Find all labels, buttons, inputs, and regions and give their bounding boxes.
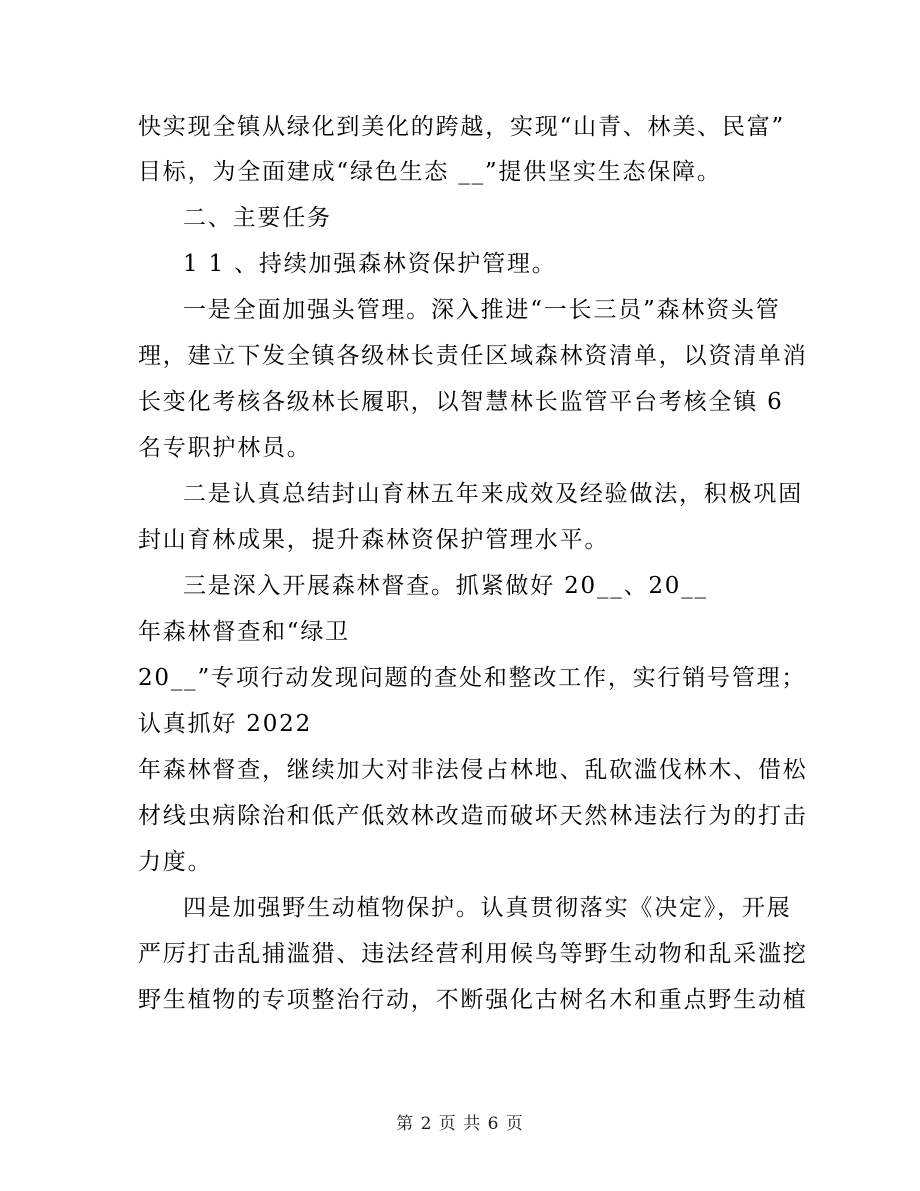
page-number-footer: 第 2 页 共 6 页 [396,1114,524,1134]
paragraph-line: 二是认真总结封山育林五年来成效及经验做法，积极巩固 [183,481,803,507]
paragraph-line: 认真抓好 2022 [138,711,313,737]
paragraph-line: 封山育林成果，提升森林资保护管理水平。 [138,527,610,553]
paragraph-line: 一是全面加强头管理。深入推进“一长三员”森林资头管 [183,297,781,323]
paragraph-line: 快实现全镇从绿化到美化的跨越，实现“山青、林美、民富” [138,114,786,140]
section-heading: 二、主要任务 [183,205,332,231]
paragraph-line: 年森林督查，继续加大对非法侵占林地、乱砍滥伐林木、借松 [138,757,808,783]
paragraph-line: 目标，为全面建成“绿色生态 __”提供坚实生态保障。 [138,159,722,185]
paragraph-line: 理，建立下发全镇各级林长责任区域森林资清单，以资清单消 [138,343,808,369]
paragraph-line: 长变化考核各级林长履职，以智慧林长监管平台考核全镇 6 [138,389,784,415]
paragraph-line: 20__”专项行动发现问题的查处和整改工作，实行销号管理； [138,665,807,691]
paragraph-line: 严厉打击乱捕滥猎、违法经营利用候鸟等野生动物和乱采滥挖 [138,941,808,967]
paragraph-line: 三是深入开展森林督查。抓紧做好 20__、20__ [183,573,708,599]
subsection-heading: 1 1 、持续加强森林资保护管理。 [183,251,557,277]
paragraph-line: 力度。 [138,849,213,875]
paragraph-line: 材线虫病除治和低产低效林改造而破坏天然林违法行为的打击 [138,803,808,829]
paragraph-line: 四是加强野生动植物保护。认真贯彻落实《决定》，开展 [183,895,792,921]
paragraph-line: 名专职护林员。 [138,435,312,461]
paragraph-line: 野生植物的专项整治行动，不断强化古树名木和重点野生动植 [138,987,808,1013]
paragraph-line: 年森林督查和“绿卫 [138,619,350,645]
